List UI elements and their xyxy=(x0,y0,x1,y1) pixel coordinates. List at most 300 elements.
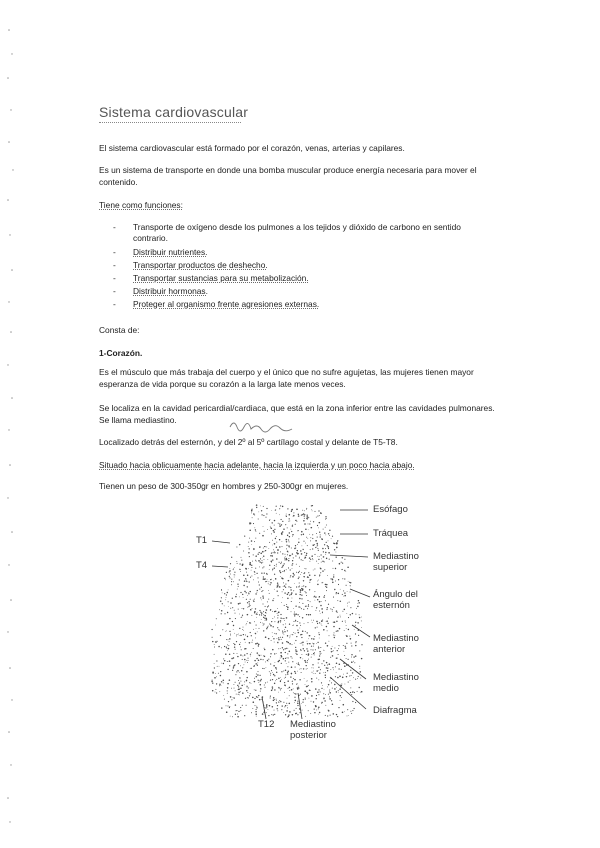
mediastinum-diagram xyxy=(190,497,440,747)
stipple-dot xyxy=(248,601,249,602)
stipple-dot xyxy=(289,690,290,691)
stipple-dot xyxy=(306,516,307,517)
stipple-dot xyxy=(253,629,254,630)
stipple-dot xyxy=(274,675,275,676)
stipple-dot xyxy=(344,655,345,656)
stipple-dot xyxy=(300,634,301,635)
stipple-dot xyxy=(226,705,227,706)
stipple-dot xyxy=(312,622,313,623)
stipple-dot xyxy=(295,653,296,654)
stipple-dot xyxy=(317,627,318,628)
stipple-dot xyxy=(229,571,230,572)
stipple-dot xyxy=(263,623,264,624)
stipple-dot xyxy=(319,556,320,557)
stipple-dot xyxy=(345,684,346,685)
stipple-dot xyxy=(219,683,221,685)
stipple-dot xyxy=(272,706,274,708)
stipple-dot xyxy=(247,677,248,678)
stipple-dot xyxy=(235,690,236,691)
stipple-dot xyxy=(226,594,227,595)
stipple-dot xyxy=(310,521,311,522)
stipple-dot xyxy=(248,593,249,594)
stipple-dot xyxy=(322,612,323,613)
stipple-dot xyxy=(332,646,333,647)
stipple-dot xyxy=(227,624,228,625)
stipple-dot xyxy=(276,702,277,703)
stipple-dot xyxy=(309,534,310,535)
stipple-dot xyxy=(266,712,267,713)
stipple-dot xyxy=(353,656,354,657)
stipple-dot xyxy=(224,593,225,594)
stipple-dot xyxy=(317,544,318,545)
stipple-dot xyxy=(272,570,273,571)
stipple-dot xyxy=(226,647,227,648)
stipple-dot xyxy=(291,611,292,612)
stipple-dot xyxy=(240,635,241,636)
stipple-dot xyxy=(317,548,318,549)
stipple-dot xyxy=(273,549,274,550)
stipple-dot xyxy=(360,671,362,673)
stipple-dot xyxy=(256,713,257,714)
stipple-dot xyxy=(327,623,328,624)
stipple-dot xyxy=(326,626,328,628)
stipple-dot xyxy=(256,716,257,717)
stipple-dot xyxy=(294,710,295,711)
stipple-dot xyxy=(287,671,289,673)
stipple-dot xyxy=(292,658,293,659)
stipple-dot xyxy=(342,621,343,622)
stipple-dot xyxy=(281,688,282,689)
stipple-dot xyxy=(361,691,363,693)
stipple-dot xyxy=(247,686,248,687)
stipple-dot xyxy=(305,586,306,587)
stipple-dot xyxy=(283,671,284,672)
stipple-dot xyxy=(235,596,237,598)
stipple-dot xyxy=(342,557,343,558)
stipple-dot xyxy=(241,557,242,558)
stipple-dot xyxy=(289,703,291,705)
stipple-dot xyxy=(238,680,239,681)
stipple-dot xyxy=(275,578,277,580)
stipple-dot xyxy=(250,623,251,624)
stipple-dot xyxy=(247,595,248,596)
stipple-dot xyxy=(308,517,309,518)
stipple-dot xyxy=(294,615,295,616)
stipple-dot xyxy=(235,704,236,705)
stipple-dot xyxy=(254,527,255,528)
stipple-dot xyxy=(275,680,276,681)
stipple-dot xyxy=(301,637,302,638)
stipple-dot xyxy=(216,676,217,677)
stipple-dot xyxy=(227,612,228,613)
stipple-dot xyxy=(334,632,335,633)
stipple-dot xyxy=(280,506,281,507)
stipple-dot xyxy=(333,634,334,635)
stipple-dot xyxy=(279,630,280,631)
stipple-dot xyxy=(302,603,303,604)
stipple-dot xyxy=(260,691,261,692)
stipple-dot xyxy=(357,691,358,692)
stipple-dot xyxy=(299,622,300,623)
stipple-dot xyxy=(305,528,307,530)
stipple-dot xyxy=(296,636,297,637)
stipple-dot xyxy=(287,554,288,555)
stipple-dot xyxy=(262,560,263,561)
stipple-dot xyxy=(353,708,354,709)
stipple-dot xyxy=(255,643,257,645)
stipple-dot xyxy=(337,658,338,659)
stipple-dot xyxy=(320,536,321,537)
stipple-dot xyxy=(341,569,342,570)
stipple-dot xyxy=(242,594,243,595)
stipple-dot xyxy=(326,609,327,610)
stipple-dot xyxy=(245,578,246,579)
stipple-dot xyxy=(321,559,322,560)
stipple-dot xyxy=(295,620,296,621)
stipple-dot xyxy=(266,546,267,547)
stipple-dot xyxy=(250,668,251,669)
stipple-dot xyxy=(251,652,252,653)
stipple-dot xyxy=(302,617,303,618)
stipple-dot xyxy=(278,687,279,688)
stipple-dot xyxy=(330,578,331,579)
stipple-dot xyxy=(317,623,318,624)
stipple-dot xyxy=(284,678,285,679)
stipple-dot xyxy=(308,710,309,711)
stipple-dot xyxy=(261,612,262,613)
stipple-dot xyxy=(346,628,347,629)
stipple-dot xyxy=(303,585,304,586)
stipple-dot xyxy=(221,707,222,708)
stipple-dot xyxy=(309,557,310,558)
stipple-dot xyxy=(233,568,234,569)
stipple-dot xyxy=(355,614,356,615)
stipple-dot xyxy=(271,510,272,511)
stipple-dot xyxy=(305,705,306,706)
stipple-dot xyxy=(292,534,293,535)
stipple-dot xyxy=(295,524,296,525)
stipple-dot xyxy=(312,643,313,644)
stipple-dot xyxy=(234,647,235,648)
stipple-dot xyxy=(261,679,262,680)
stipple-dot xyxy=(279,700,280,701)
stipple-dot xyxy=(308,653,310,655)
stipple-dot xyxy=(337,540,338,541)
stipple-dot xyxy=(308,572,309,573)
stipple-dot xyxy=(291,689,293,691)
paragraph-transport: Es un sistema de transporte en donde una bomba muscular produce energía necesaria para mover el contenido. xyxy=(99,165,477,187)
stipple-dot xyxy=(291,555,292,556)
stipple-dot xyxy=(335,581,336,582)
stipple-dot xyxy=(322,625,323,626)
stipple-dot xyxy=(282,632,283,633)
stipple-dot xyxy=(336,687,337,688)
stipple-dot xyxy=(288,592,289,593)
stipple-dot xyxy=(278,637,279,638)
stipple-dot xyxy=(344,651,345,652)
stipple-dot xyxy=(312,511,313,512)
stipple-dot xyxy=(306,555,307,556)
stipple-dot xyxy=(260,680,261,681)
stipple-dot xyxy=(303,541,304,542)
stipple-dot xyxy=(228,701,229,702)
stipple-dot xyxy=(258,644,259,645)
stipple-dot xyxy=(276,700,277,701)
stipple-dot xyxy=(311,678,313,680)
stipple-dot xyxy=(253,579,254,580)
stipple-dot xyxy=(270,584,271,585)
stipple-dot xyxy=(239,628,240,629)
stipple-dot xyxy=(309,574,310,575)
stipple-dot xyxy=(257,697,258,698)
stipple-dot xyxy=(307,518,308,519)
stipple-dot xyxy=(319,522,321,524)
stipple-dot xyxy=(314,636,315,637)
stipple-dot xyxy=(357,622,358,623)
stipple-dot xyxy=(226,631,227,632)
stipple-dot xyxy=(337,617,338,618)
stipple-dot xyxy=(215,692,216,693)
stipple-dot xyxy=(309,582,310,583)
stipple-dot xyxy=(231,579,232,580)
stipple-dot xyxy=(223,695,224,696)
stipple-dot xyxy=(319,611,320,612)
stipple-dot xyxy=(298,686,299,687)
stipple-dot xyxy=(227,690,228,691)
stipple-dot xyxy=(346,643,347,644)
stipple-dot xyxy=(302,631,303,632)
stipple-dot xyxy=(280,622,281,623)
stipple-dot xyxy=(242,692,244,694)
stipple-dot xyxy=(299,558,300,559)
stipple-dot xyxy=(262,535,264,537)
stipple-dot xyxy=(265,581,266,582)
stipple-dot xyxy=(280,681,281,682)
stipple-dot xyxy=(270,653,271,654)
stipple-dot xyxy=(235,714,236,715)
stipple-dot xyxy=(242,608,243,609)
stipple-dot xyxy=(256,658,257,659)
stipple-dot xyxy=(263,548,264,549)
stipple-dot xyxy=(231,557,232,558)
stipple-dot xyxy=(317,546,318,547)
stipple-dot xyxy=(294,702,295,703)
stipple-dot xyxy=(336,662,338,664)
stipple-dot xyxy=(324,595,325,596)
stipple-dot xyxy=(256,504,258,506)
stipple-dot xyxy=(289,711,291,713)
stipple-dot xyxy=(248,606,249,607)
stipple-dot xyxy=(356,608,357,609)
stipple-dot xyxy=(305,556,306,557)
stipple-dot xyxy=(320,512,321,513)
stipple-dot xyxy=(276,536,277,537)
stipple-dot xyxy=(243,608,244,609)
stipple-dot xyxy=(273,638,274,639)
stipple-dot xyxy=(229,679,231,681)
stipple-dot xyxy=(314,596,315,597)
stipple-dot xyxy=(335,568,336,569)
stipple-dot xyxy=(242,615,243,616)
stipple-dot xyxy=(324,569,325,570)
stipple-dot xyxy=(328,641,329,642)
stipple-dot xyxy=(338,579,339,580)
stipple-dot xyxy=(327,686,328,687)
stipple-dot xyxy=(263,655,264,656)
stipple-dot xyxy=(298,662,299,663)
stipple-dot xyxy=(318,559,319,560)
stipple-dot xyxy=(333,669,334,670)
stipple-dot xyxy=(256,625,257,626)
stipple-dot xyxy=(325,643,326,644)
stipple-dot xyxy=(334,637,335,638)
stipple-dot xyxy=(260,597,261,598)
stipple-dot xyxy=(339,563,341,565)
stipple-dot xyxy=(239,672,240,673)
stipple-dot xyxy=(274,529,275,530)
stipple-dot xyxy=(295,545,296,546)
stipple-dot xyxy=(231,699,232,700)
stipple-dot xyxy=(317,537,318,538)
stipple-dot xyxy=(271,640,272,641)
stipple-dot xyxy=(289,695,290,696)
stipple-dot xyxy=(262,623,263,624)
stipple-dot xyxy=(312,649,313,650)
stipple-dot xyxy=(277,608,278,609)
stipple-dot xyxy=(361,627,362,628)
stipple-dot xyxy=(301,703,302,704)
stipple-dot xyxy=(273,531,274,532)
stipple-dot xyxy=(263,515,264,516)
stipple-dot xyxy=(223,682,224,683)
stipple-dot xyxy=(287,635,288,636)
stipple-dot xyxy=(242,564,244,566)
stipple-dot xyxy=(247,586,248,587)
stipple-dot xyxy=(310,601,311,602)
stipple-dot xyxy=(292,565,293,566)
stipple-dot xyxy=(293,512,294,513)
stipple-dot xyxy=(303,609,304,610)
stipple-dot xyxy=(325,527,326,528)
stipple-dot xyxy=(296,684,297,685)
stipple-dot xyxy=(263,617,264,618)
stipple-dot xyxy=(338,654,339,655)
stipple-dot xyxy=(245,635,246,636)
stipple-dot xyxy=(271,552,272,553)
stipple-dot xyxy=(290,636,291,637)
stipple-dot xyxy=(299,582,300,583)
stipple-dot xyxy=(229,576,230,577)
stipple-dot xyxy=(321,562,322,563)
stipple-dot xyxy=(361,644,362,645)
stipple-dot xyxy=(296,552,297,553)
stipple-dot xyxy=(347,709,348,710)
stipple-dot xyxy=(261,591,262,592)
stipple-dot xyxy=(255,637,256,638)
stipple-dot xyxy=(308,622,309,623)
stipple-dot xyxy=(236,641,237,642)
stipple-dot xyxy=(249,603,250,604)
stipple-dot xyxy=(325,548,326,549)
stipple-dot xyxy=(299,598,301,600)
stipple-dot xyxy=(268,715,269,716)
stipple-dot xyxy=(277,705,278,706)
stipple-dot xyxy=(316,517,317,518)
stipple-dot xyxy=(247,653,248,654)
stipple-dot xyxy=(255,568,256,569)
stipple-dot xyxy=(266,704,267,705)
stipple-dot xyxy=(306,553,307,554)
stipple-dot xyxy=(232,607,233,608)
stipple-dot xyxy=(289,595,290,596)
stipple-dot xyxy=(350,687,351,688)
stipple-dot xyxy=(289,514,291,516)
stipple-dot xyxy=(336,610,338,612)
stipple-dot xyxy=(294,679,296,681)
stipple-dot xyxy=(302,701,303,702)
stipple-dot xyxy=(301,608,302,609)
stipple-dot xyxy=(300,590,302,592)
stipple-dot xyxy=(319,596,320,597)
stipple-dot xyxy=(286,606,287,607)
stipple-dot xyxy=(299,602,300,603)
stipple-dot xyxy=(249,605,250,606)
stipple-dot xyxy=(223,663,224,664)
list-item xyxy=(113,222,493,245)
stipple-dot xyxy=(272,522,273,523)
stipple-dot xyxy=(237,670,239,672)
stipple-dot xyxy=(328,541,329,542)
stipple-dot xyxy=(262,567,263,568)
stipple-dot xyxy=(256,573,257,574)
stipple-dot xyxy=(307,545,308,546)
stipple-dot xyxy=(225,631,226,632)
stipple-dot xyxy=(266,508,267,509)
stipple-dot xyxy=(347,566,349,568)
stipple-dot xyxy=(338,707,339,708)
stipple-dot xyxy=(305,591,306,592)
stipple-dot xyxy=(298,542,299,543)
stipple-dot xyxy=(304,623,305,624)
stipple-dot xyxy=(276,653,277,654)
stipple-dot xyxy=(297,683,298,684)
stipple-dot xyxy=(277,591,278,592)
stipple-dot xyxy=(283,624,284,625)
stipple-dot xyxy=(281,524,282,525)
stipple-dot xyxy=(318,708,319,709)
stipple-dot xyxy=(309,635,310,636)
stipple-dot xyxy=(256,617,257,618)
stipple-dot xyxy=(239,579,240,580)
stipple-dot xyxy=(336,621,337,622)
stipple-dot xyxy=(261,600,262,601)
stipple-dot xyxy=(343,590,344,591)
stipple-dot xyxy=(322,539,323,540)
stipple-dot xyxy=(237,716,239,718)
stipple-dot xyxy=(292,525,294,527)
stipple-dot xyxy=(264,649,265,650)
stipple-dot xyxy=(273,598,274,599)
stipple-dot xyxy=(300,694,301,695)
stipple-dot xyxy=(351,643,352,644)
stipple-dot xyxy=(294,583,295,584)
stipple-dot xyxy=(330,608,331,609)
stipple-dot xyxy=(258,680,259,681)
stipple-dot xyxy=(259,614,260,615)
stipple-dot xyxy=(294,548,295,549)
stipple-dot xyxy=(246,625,247,626)
stipple-dot xyxy=(246,580,247,581)
